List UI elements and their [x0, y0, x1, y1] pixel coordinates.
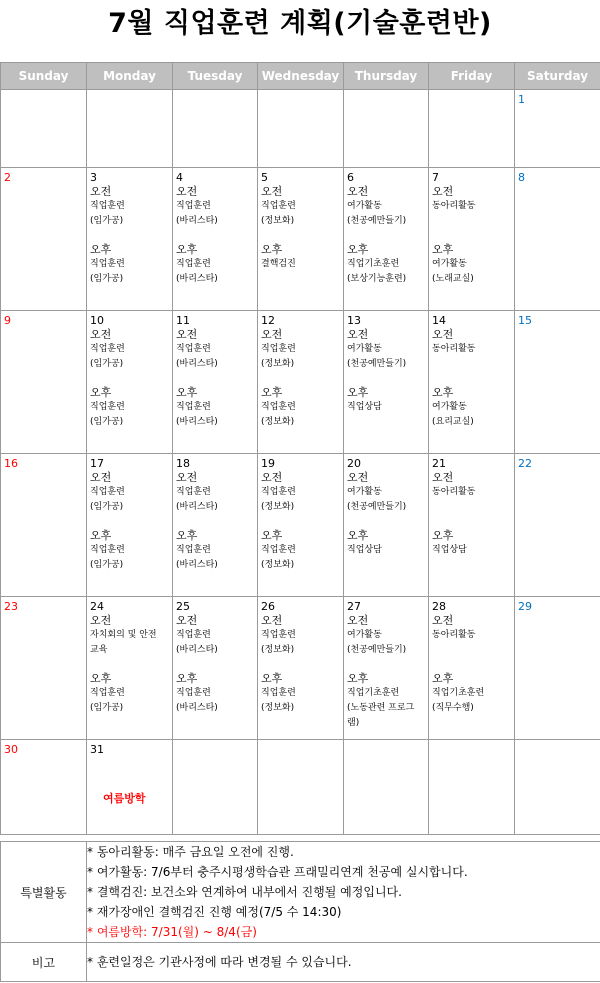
event-text: 결핵검진	[261, 259, 296, 269]
event-text: (임가공)	[90, 417, 124, 427]
day-number: 9	[4, 314, 11, 327]
afternoon-schedule	[261, 242, 341, 272]
event-text: (바리스타)	[176, 703, 218, 713]
morning-schedule	[432, 470, 512, 500]
weekday-header-monday: Monday	[87, 63, 173, 90]
day-cell-thursday	[344, 597, 429, 740]
morning-label: 오전	[176, 328, 198, 341]
morning-schedule	[261, 613, 341, 658]
afternoon-schedule	[90, 528, 170, 573]
event-text: (요리교실)	[432, 417, 474, 427]
special-activity-line: * 결핵검진: 보건소와 연계하여 내부에서 진행될 예정입니다.	[87, 885, 402, 899]
morning-schedule	[347, 327, 426, 372]
morning-label: 오전	[261, 328, 283, 341]
afternoon-schedule	[347, 385, 426, 415]
afternoon-label: 오후	[90, 386, 112, 399]
weekday-header-saturday: Saturday	[515, 63, 600, 90]
event-text: 여가활동	[347, 487, 382, 497]
event-text: 직업상담	[347, 545, 382, 555]
afternoon-label: 오후	[432, 243, 454, 256]
afternoon-label: 오후	[261, 672, 283, 685]
event-text: (바리스타)	[176, 216, 218, 226]
weekday-header-wednesday: Wednesday	[258, 63, 344, 90]
day-cell-tuesday	[173, 597, 258, 740]
event-text: (정보화)	[261, 560, 295, 570]
morning-schedule	[90, 184, 170, 229]
special-activity-line: * 재가장애인 결핵검진 진행 예정(7/5 수 14:30)	[87, 905, 342, 919]
afternoon-label: 오후	[432, 529, 454, 542]
event-text: (바리스타)	[176, 645, 218, 655]
day-cell-saturday	[515, 311, 600, 454]
day-number: 20	[347, 457, 361, 470]
event-text: 여가활동	[347, 630, 382, 640]
day-number: 28	[432, 600, 446, 613]
day-number: 12	[261, 314, 275, 327]
afternoon-label: 오후	[347, 529, 369, 542]
afternoon-label: 오후	[90, 529, 112, 542]
day-number: 25	[176, 600, 190, 613]
morning-schedule	[176, 613, 255, 658]
day-number: 14	[432, 314, 446, 327]
event-text: (임가공)	[90, 216, 124, 226]
event-text: (정보화)	[261, 417, 295, 427]
morning-schedule	[261, 184, 341, 229]
day-cell-monday	[87, 311, 173, 454]
event-text: (바리스타)	[176, 560, 218, 570]
event-text: 교육	[90, 645, 108, 655]
morning-label: 오전	[261, 471, 283, 484]
afternoon-label: 오후	[261, 243, 283, 256]
event-text: 직업기초훈련	[432, 688, 485, 698]
event-text: 직업훈련	[176, 344, 211, 354]
morning-schedule	[176, 470, 255, 515]
day-number: 21	[432, 457, 446, 470]
event-text: (노동관련 프로그	[347, 703, 415, 713]
event-text: 여가활동	[347, 201, 382, 211]
calendar-grid	[0, 62, 600, 835]
afternoon-label: 오후	[90, 672, 112, 685]
event-text: 직업훈련	[261, 545, 296, 555]
day-cell-thursday	[344, 740, 429, 835]
morning-schedule	[261, 327, 341, 372]
weekday-header-row	[1, 63, 600, 90]
event-text: 여가활동	[347, 344, 382, 354]
morning-label: 오전	[432, 328, 454, 341]
weekday-header-tuesday: Tuesday	[173, 63, 258, 90]
event-text: 직업훈련	[90, 402, 125, 412]
day-number: 7	[432, 171, 439, 184]
afternoon-label: 오후	[261, 529, 283, 542]
afternoon-schedule	[176, 671, 255, 716]
event-text: 자치회의 및 안전	[90, 630, 157, 640]
afternoon-schedule	[176, 385, 255, 430]
day-cell-monday	[87, 454, 173, 597]
morning-schedule	[347, 470, 426, 515]
event-text: 동아리활동	[432, 201, 476, 211]
day-cell-wednesday	[258, 740, 344, 835]
morning-label: 오전	[432, 471, 454, 484]
afternoon-schedule	[347, 528, 426, 558]
afternoon-label: 오후	[176, 672, 198, 685]
day-number: 3	[90, 171, 97, 184]
event-text: (천공예만들기)	[347, 216, 407, 226]
day-number: 23	[4, 600, 18, 613]
calendar-week-row	[1, 597, 600, 740]
morning-label: 오전	[432, 185, 454, 198]
day-number: 29	[518, 600, 532, 613]
day-number: 5	[261, 171, 268, 184]
morning-label: 오전	[347, 328, 369, 341]
afternoon-label: 오후	[347, 386, 369, 399]
day-cell-tuesday	[173, 311, 258, 454]
calendar-week-row	[1, 168, 600, 311]
day-cell-thursday	[344, 168, 429, 311]
morning-schedule	[347, 613, 426, 658]
day-number: 8	[518, 171, 525, 184]
day-cell-thursday	[344, 90, 429, 168]
day-cell-tuesday	[173, 168, 258, 311]
day-cell-sunday	[1, 90, 87, 168]
event-text: (정보화)	[261, 703, 295, 713]
day-cell-friday	[429, 597, 515, 740]
event-text: (바리스타)	[176, 502, 218, 512]
day-cell-wednesday	[258, 597, 344, 740]
morning-label: 오전	[261, 185, 283, 198]
morning-label: 오전	[90, 185, 112, 198]
event-text: (임가공)	[90, 703, 124, 713]
morning-label: 오전	[347, 614, 369, 627]
calendar-week-row	[1, 740, 600, 835]
weekday-header-sunday: Sunday	[1, 63, 87, 90]
afternoon-schedule	[432, 242, 512, 287]
afternoon-schedule	[347, 242, 426, 287]
event-text: (노래교실)	[432, 274, 474, 284]
morning-schedule	[90, 327, 170, 372]
afternoon-label: 오후	[261, 386, 283, 399]
event-text: 직업훈련	[90, 344, 125, 354]
afternoon-label: 오후	[176, 529, 198, 542]
day-cell-saturday	[515, 168, 600, 311]
afternoon-label: 오후	[432, 386, 454, 399]
event-text: (천공예만들기)	[347, 359, 407, 369]
day-number: 26	[261, 600, 275, 613]
event-text: (바리스타)	[176, 359, 218, 369]
afternoon-label: 오후	[432, 672, 454, 685]
afternoon-schedule	[432, 671, 512, 716]
day-cell-sunday	[1, 740, 87, 835]
event-text: 직업기초훈련	[347, 688, 400, 698]
event-text: 직업훈련	[176, 545, 211, 555]
day-cell-sunday	[1, 168, 87, 311]
event-text: 직업훈련	[90, 259, 125, 269]
day-cell-saturday	[515, 597, 600, 740]
event-text: 직업상담	[432, 545, 467, 555]
event-text: (보상기능훈련)	[347, 274, 407, 284]
morning-label: 오전	[432, 614, 454, 627]
morning-label: 오전	[90, 471, 112, 484]
day-number: 2	[4, 171, 11, 184]
day-number: 11	[176, 314, 190, 327]
morning-label: 오전	[261, 614, 283, 627]
afternoon-schedule	[347, 671, 426, 731]
event-text: (정보화)	[261, 645, 295, 655]
day-cell-wednesday	[258, 454, 344, 597]
day-cell-sunday	[1, 597, 87, 740]
event-text: 동아리활동	[432, 344, 476, 354]
summer-vacation-notice: * 여름방학: 7/31(월) ~ 8/4(금)	[87, 925, 257, 939]
morning-label: 오전	[347, 471, 369, 484]
event-text: 직업훈련	[90, 545, 125, 555]
afternoon-label: 오후	[347, 672, 369, 685]
event-text: 동아리활동	[432, 630, 476, 640]
day-cell-saturday	[515, 740, 600, 835]
day-number: 15	[518, 314, 532, 327]
morning-schedule	[432, 613, 512, 643]
morning-label: 오전	[90, 328, 112, 341]
afternoon-label: 오후	[176, 243, 198, 256]
morning-label: 오전	[90, 614, 112, 627]
event-text: 직업훈련	[261, 688, 296, 698]
calendar-week-row	[1, 311, 600, 454]
event-text: 직업훈련	[176, 402, 211, 412]
event-text: 직업훈련	[261, 630, 296, 640]
day-number: 17	[90, 457, 104, 470]
event-text: 직업상담	[347, 402, 382, 412]
event-text: (천공예만들기)	[347, 645, 407, 655]
afternoon-label: 오후	[90, 243, 112, 256]
event-text: (바리스타)	[176, 274, 218, 284]
weekday-header-friday: Friday	[429, 63, 515, 90]
event-text: 직업훈련	[90, 201, 125, 211]
day-number: 30	[4, 743, 18, 756]
event-text: (임가공)	[90, 502, 124, 512]
event-text: (정보화)	[261, 359, 295, 369]
afternoon-schedule	[261, 528, 341, 573]
special-activity-line: * 여가활동: 7/6부터 충주시평생학습관 프래밀리연계 천공예 실시합니다.	[87, 865, 468, 879]
event-text: (임가공)	[90, 274, 124, 284]
morning-label: 오전	[347, 185, 369, 198]
day-cell-sunday	[1, 454, 87, 597]
day-cell-monday	[87, 597, 173, 740]
event-text: 여가활동	[432, 259, 467, 269]
day-number: 18	[176, 457, 190, 470]
morning-label: 오전	[176, 614, 198, 627]
day-cell-thursday	[344, 454, 429, 597]
afternoon-schedule	[261, 385, 341, 430]
day-number: 1	[518, 93, 525, 106]
event-text: (임가공)	[90, 359, 124, 369]
day-number: 16	[4, 457, 18, 470]
morning-label: 오전	[176, 185, 198, 198]
calendar-week-row	[1, 454, 600, 597]
day-cell-wednesday	[258, 311, 344, 454]
summer-vacation-label: 여름방학	[103, 792, 146, 805]
event-text: 직업훈련	[261, 402, 296, 412]
event-text: 직업훈련	[261, 344, 296, 354]
remarks-label: 비고	[1, 943, 87, 982]
morning-schedule	[90, 613, 170, 658]
day-number: 13	[347, 314, 361, 327]
day-cell-tuesday	[173, 454, 258, 597]
day-number: 4	[176, 171, 183, 184]
event-text: (정보화)	[261, 502, 295, 512]
afternoon-schedule	[176, 528, 255, 573]
event-text: 직업훈련	[176, 688, 211, 698]
event-text: 직업훈련	[176, 630, 211, 640]
event-text: 직업훈련	[261, 201, 296, 211]
morning-schedule	[261, 470, 341, 515]
notes-table	[0, 841, 600, 982]
day-cell-friday	[429, 90, 515, 168]
morning-schedule	[176, 184, 255, 229]
event-text: 직업훈련	[176, 487, 211, 497]
event-text: 직업훈련	[176, 201, 211, 211]
event-text: 직업훈련	[261, 487, 296, 497]
afternoon-schedule	[432, 385, 512, 430]
event-text: (바리스타)	[176, 417, 218, 427]
event-text: 직업기초훈련	[347, 259, 400, 269]
day-cell-friday	[429, 454, 515, 597]
morning-schedule	[90, 470, 170, 515]
day-cell-saturday	[515, 90, 600, 168]
special-activity-line: * 동아리활동: 매주 금요일 오전에 진행.	[87, 845, 294, 859]
day-number: 6	[347, 171, 354, 184]
day-cell-friday	[429, 168, 515, 311]
weekday-header-thursday: Thursday	[344, 63, 429, 90]
special-activities-row	[1, 842, 600, 943]
afternoon-schedule	[90, 385, 170, 430]
afternoon-schedule	[90, 242, 170, 287]
event-text: (임가공)	[90, 560, 124, 570]
event-text: 직업훈련	[176, 259, 211, 269]
morning-label: 오전	[176, 471, 198, 484]
day-cell-tuesday	[173, 90, 258, 168]
morning-schedule	[176, 327, 255, 372]
day-number: 31	[90, 743, 104, 756]
calendar-week-row	[1, 90, 600, 168]
day-cell-thursday	[344, 311, 429, 454]
afternoon-schedule	[90, 671, 170, 716]
afternoon-schedule	[176, 242, 255, 287]
day-cell-saturday	[515, 454, 600, 597]
event-text: (정보화)	[261, 216, 295, 226]
afternoon-label: 오후	[347, 243, 369, 256]
page-title: 7월 직업훈련 계획(기술훈련반)	[108, 8, 492, 39]
afternoon-schedule	[261, 671, 341, 716]
day-cell-tuesday	[173, 740, 258, 835]
day-number: 24	[90, 600, 104, 613]
event-text: 직업훈련	[90, 688, 125, 698]
day-number: 10	[90, 314, 104, 327]
day-cell-monday	[87, 740, 173, 835]
day-cell-wednesday	[258, 168, 344, 311]
afternoon-label: 오후	[176, 386, 198, 399]
morning-schedule	[432, 184, 512, 214]
event-text: 직업훈련	[90, 487, 125, 497]
morning-schedule	[432, 327, 512, 357]
remarks-body	[87, 943, 600, 982]
event-text: 여가활동	[432, 402, 467, 412]
event-text: 램)	[347, 718, 360, 728]
day-cell-monday	[87, 90, 173, 168]
event-text: 동아리활동	[432, 487, 476, 497]
remarks-text: * 훈련일정은 기관사정에 따라 변경될 수 있습니다.	[87, 955, 352, 969]
special-activities-body	[87, 842, 600, 943]
day-number: 27	[347, 600, 361, 613]
remarks-row	[1, 943, 600, 982]
day-cell-friday	[429, 311, 515, 454]
day-number: 19	[261, 457, 275, 470]
day-cell-monday	[87, 168, 173, 311]
special-activities-label: 특별활동	[1, 842, 87, 943]
afternoon-schedule	[432, 528, 512, 558]
event-text: (직무수행)	[432, 703, 474, 713]
day-cell-sunday	[1, 311, 87, 454]
day-cell-friday	[429, 740, 515, 835]
day-cell-wednesday	[258, 90, 344, 168]
event-text: (천공예만들기)	[347, 502, 407, 512]
day-number: 22	[518, 457, 532, 470]
morning-schedule	[347, 184, 426, 229]
